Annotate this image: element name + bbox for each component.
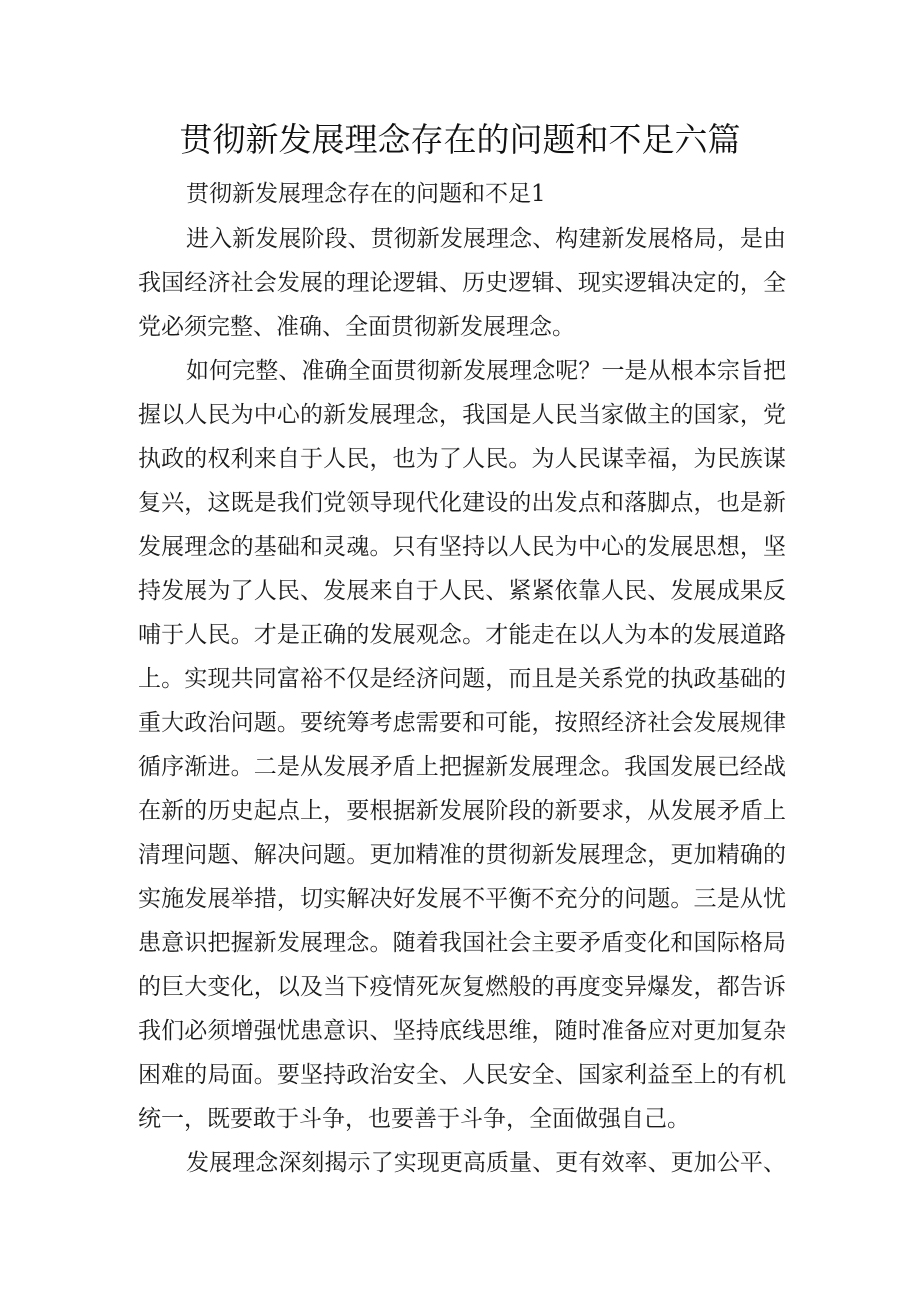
paragraph-line: 持发展为了人民、发展来自于人民、紧紧依靠人民、发展成果反 xyxy=(138,578,786,604)
paragraph-line: 我国经济社会发展的理论逻辑、历史逻辑、现实逻辑决定的，全 xyxy=(138,270,786,296)
paragraph-line: 循序渐进。二是从发展矛盾上把握新发展理念。我国发展已经战 xyxy=(138,754,786,780)
paragraph-line: 我们必须增强忧患意识、坚持底线思维，随时准备应对更加复杂 xyxy=(138,1018,786,1044)
paragraph-line: 进入新发展阶段、贯彻新发展理念、构建新发展格局，是由 xyxy=(186,226,786,252)
document-title: 贯彻新发展理念存在的问题和不足六篇 xyxy=(179,120,741,159)
paragraph-line: 党必须完整、准确、全面贯彻新发展理念。 xyxy=(138,314,575,340)
paragraph-line: 发展理念的基础和灵魂。只有坚持以人民为中心的发展思想，坚 xyxy=(138,534,786,560)
paragraph-line: 重大政治问题。要统筹考虑需要和可能，按照经济社会发展规律 xyxy=(138,710,786,736)
paragraph-line: 哺于人民。才是正确的发展观念。才能走在以人为本的发展道路 xyxy=(138,622,786,648)
paragraph-line: 在新的历史起点上，要根据新发展阶段的新要求，从发展矛盾上 xyxy=(138,798,786,824)
paragraph-line: 执政的权利来自于人民，也为了人民。为人民谋幸福，为民族谋 xyxy=(138,446,786,472)
paragraph-line: 统一，既要敢于斗争，也要善于斗争，全面做强自己。 xyxy=(138,1106,690,1132)
paragraph-line: 困难的局面。要坚持政治安全、人民安全、国家利益至上的有机 xyxy=(138,1062,786,1088)
paragraph-line: 上。实现共同富裕不仅是经济问题，而且是关系党的执政基础的 xyxy=(138,666,786,692)
paragraph-line: 如何完整、准确全面贯彻新发展理念呢？一是从根本宗旨把 xyxy=(186,358,786,384)
paragraph-line: 握以人民为中心的新发展理念，我国是人民当家做主的国家，党 xyxy=(138,402,786,428)
paragraph-line: 复兴，这既是我们党领导现代化建设的出发点和落脚点，也是新 xyxy=(138,490,786,516)
paragraph-line: 实施发展举措，切实解决好发展不平衡不充分的问题。三是从忧 xyxy=(138,886,786,912)
paragraph-line: 的巨大变化，以及当下疫情死灰复燃般的再度变异爆发，都告诉 xyxy=(138,974,786,1000)
paragraph-line: 患意识把握新发展理念。随着我国社会主要矛盾变化和国际格局 xyxy=(138,930,786,956)
section-heading: 贯彻新发展理念存在的问题和不足1 xyxy=(186,181,546,207)
paragraph-line: 发展理念深刻揭示了实现更高质量、更有效率、更加公平、 xyxy=(186,1150,786,1176)
paragraph-line: 清理问题、解决问题。更加精准的贯彻新发展理念，更加精确的 xyxy=(138,842,786,868)
